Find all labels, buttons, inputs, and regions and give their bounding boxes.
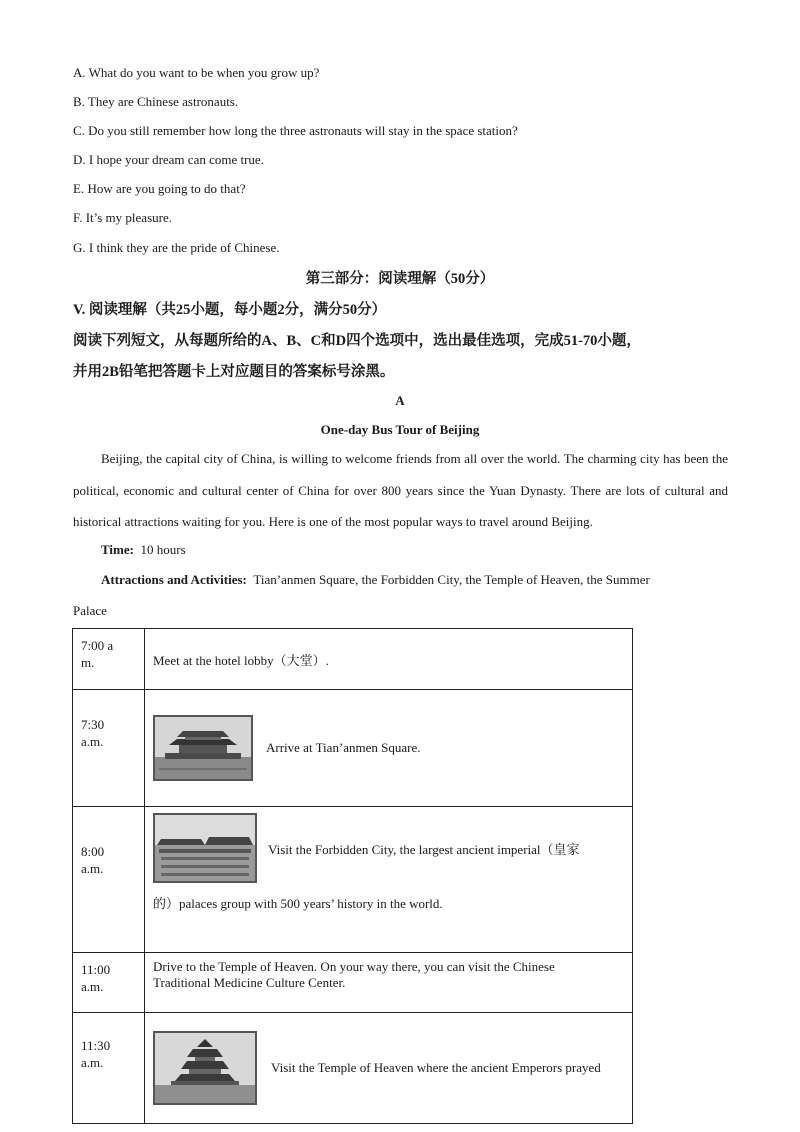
passage-title: One-day Bus Tour of Beijing	[320, 422, 480, 437]
description-cell	[145, 629, 633, 690]
option-c: C. Do you still remember how long the three astronauts will stay in the space station?	[73, 123, 518, 138]
section-heading: V. 阅读理解（共25小题，每小题2分，满分50分）	[73, 302, 387, 318]
description-text: 的）palaces group with 500 years’ history in the world.	[153, 896, 443, 911]
option-g: G. I think they are the pride of Chinese.	[73, 240, 280, 255]
time-value: 10 hours	[140, 542, 186, 557]
time-text: a.m.	[81, 861, 104, 876]
time-cell	[73, 953, 145, 1013]
description-cell	[145, 1013, 633, 1124]
description-cell	[145, 953, 633, 1013]
description-text: Visit the Temple of Heaven where the ancient Emperors prayed	[271, 1060, 601, 1075]
description-text: Meet at the hotel lobby（大堂）.	[153, 652, 329, 668]
time-line	[101, 542, 186, 558]
option-e: E. How are you going to do that?	[73, 181, 246, 196]
time-text: m.	[81, 655, 95, 670]
description-text: Drive to the Temple of Heaven. On your way there, you can visit the Chinese	[153, 959, 555, 974]
description-cell	[145, 690, 633, 807]
instructions-line-2: 并用2B铅笔把答题卡上对应题目的答案标号涂黑。	[73, 364, 395, 380]
time-text: a.m.	[81, 734, 104, 749]
table-row	[73, 1013, 633, 1124]
table-row	[73, 690, 633, 807]
temple-of-heaven-photo	[153, 1031, 257, 1105]
instructions-line-1: 阅读下列短文，从每题所给的A、B、C和D四个选项中，选出最佳选项，完成51-70小题，	[73, 333, 641, 349]
time-cell	[73, 1013, 145, 1124]
option-b: B. They are Chinese astronauts.	[73, 94, 239, 109]
table-row	[73, 807, 633, 953]
schedule-table	[72, 628, 633, 1124]
description-cell	[145, 807, 633, 953]
option-f: F. It’s my pleasure.	[73, 210, 172, 225]
time-cell	[73, 807, 145, 953]
section-title: 第三部分：阅读理解（50分）	[305, 271, 495, 287]
time-text: 11:30	[81, 1038, 111, 1053]
description-text: Traditional Medicine Culture Center.	[153, 975, 346, 990]
description-text: Arrive at Tian’anmen Square.	[266, 740, 421, 755]
option-a: A. What do you want to be when you grow up?	[73, 65, 320, 80]
time-cell	[73, 629, 145, 690]
tiananmen-photo	[153, 715, 253, 781]
forbidden-city-photo	[153, 813, 257, 883]
time-text: 11:00	[81, 962, 111, 977]
attractions-wrap: Palace	[73, 603, 107, 618]
time-text: 7:30	[81, 717, 105, 732]
attractions-label: Attractions and Activities:	[101, 572, 247, 587]
option-d: D. I hope your dream can come true.	[73, 152, 264, 167]
intro-paragraph: Beijing, the capital city of China, is willing to welcome friends from all over the world. The charming city has been the political, economic and cultural center of China for over 800 years since the Yuan Dynasty. There are lots of cultural and historical attractions waiting for you. Here is one of the most popular ways to travel around Beijing.	[73, 451, 728, 529]
description-text: Visit the Forbidden City, the largest ancient imperial（皇家	[268, 841, 580, 857]
time-text: a.m.	[81, 1055, 104, 1070]
table-row	[73, 953, 633, 1013]
time-text: a.m.	[81, 979, 104, 994]
attractions-line	[101, 572, 650, 588]
time-label: Time:	[101, 542, 134, 557]
table-row	[73, 629, 633, 690]
time-text: 7:00 a	[81, 638, 114, 653]
attractions-value: Tian’anmen Square, the Forbidden City, the Temple of Heaven, the Summer	[253, 572, 650, 587]
passage-letter: A	[395, 393, 405, 408]
time-cell	[73, 690, 145, 807]
time-text: 8:00	[81, 844, 105, 859]
